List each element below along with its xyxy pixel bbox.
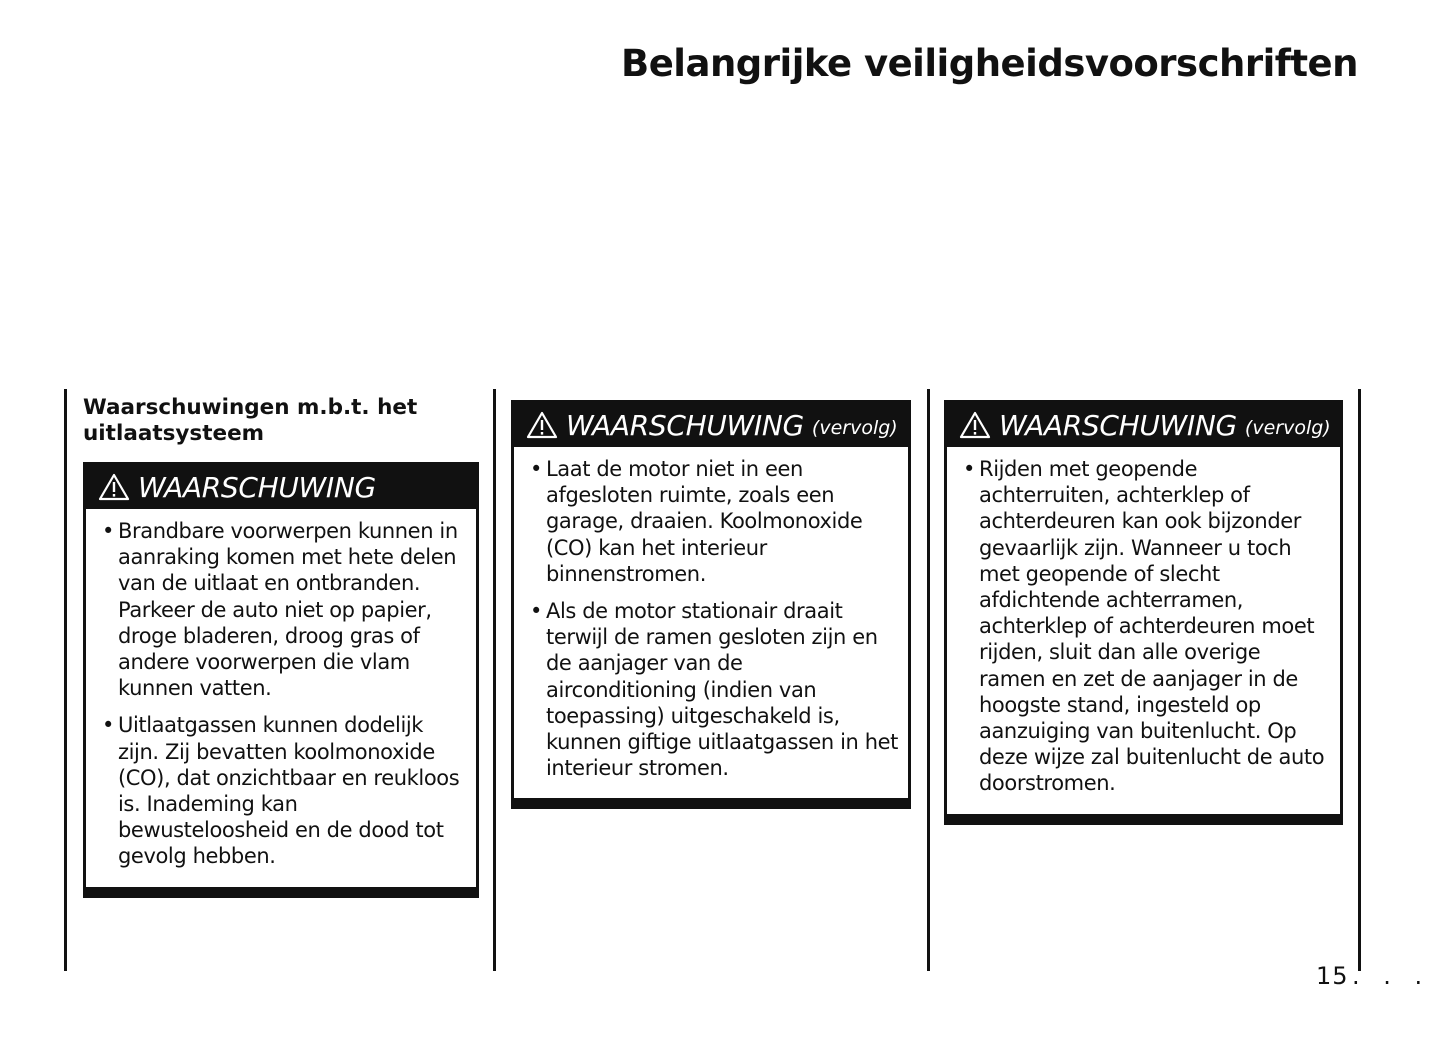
warning-box <box>511 400 911 809</box>
warning-triangle-icon <box>959 411 991 439</box>
warning-header <box>947 403 1340 447</box>
warning-subtitle: (vervolg) <box>1244 417 1331 439</box>
page-title: Belangrijke veiligheidsvoorschriften <box>621 42 1358 85</box>
warning-header <box>514 403 908 447</box>
warning-bullet: • Als de motor stationair draait terwijl de ramen gesloten zijn en de aanjager van de airconditioning (indien van toepassing) uitgeschakeld is, kunnen giftige uitlaatgassen in het interieur stromen. <box>528 598 898 781</box>
continuation-dots: . . . <box>1352 962 1431 990</box>
column-warning-continued-1 <box>511 400 911 809</box>
warning-title: WAARSCHUWING <box>138 470 376 504</box>
warning-title: WAARSCHUWING <box>566 408 804 442</box>
warning-bullet: • Brandbare voorwerpen kunnen in aanraking komen met hete delen van de uitlaat en ontbranden. Parkeer de auto niet op papier, droge bladeren, droog gras of andere voorwerpen die vlam kunnen vatten. <box>100 518 466 701</box>
section-heading-line: uitlaatsysteem <box>83 421 265 446</box>
warning-triangle-icon <box>98 473 130 501</box>
warning-box <box>83 462 479 898</box>
warning-title: WAARSCHUWING <box>999 408 1237 442</box>
column-rule-left <box>64 389 67 971</box>
column-warning-continued-2 <box>944 400 1343 825</box>
column-rule-middle-right <box>927 389 930 971</box>
warning-body <box>86 509 476 887</box>
column-rule-middle-left <box>493 389 496 971</box>
warning-bullet: • Laat de motor niet in een afgesloten ruimte, zoals een garage, draaien. Koolmonoxide (CO) kan het interieur binnenstromen. <box>528 456 898 587</box>
section-heading-line: Waarschuwingen m.b.t. het <box>83 395 418 420</box>
page-number: 15 <box>1316 962 1349 990</box>
warning-body <box>947 447 1340 814</box>
column-exhaust-warnings <box>83 395 479 898</box>
warning-header <box>86 465 476 509</box>
warning-bullet: • Rijden met geopende achterruiten, achterklep of achterdeuren kan ook bijzonder gevaarlijk zijn. Wanneer u toch met geopende of slecht afdichtende achterramen, achterklep of achterdeuren moet rijden, sluit dan alle overige ramen en zet de aanjager in de hoogste stand, ingesteld op aanzuiging van buitenlucht. Op deze wijze zal buitenlucht de auto doorstromen. <box>961 456 1330 797</box>
warning-bullet: • Uitlaatgassen kunnen dodelijk zijn. Zij bevatten koolmonoxide (CO), dat onzichtbaar en reukloos is. Inademing kan bewusteloosheid en de dood tot gevolg hebben. <box>100 712 466 869</box>
warning-triangle-icon <box>526 411 558 439</box>
column-rule-right <box>1358 389 1361 971</box>
warning-subtitle: (vervolg) <box>811 417 898 439</box>
warning-body <box>514 447 908 798</box>
warning-box <box>944 400 1343 825</box>
section-heading <box>83 395 479 447</box>
